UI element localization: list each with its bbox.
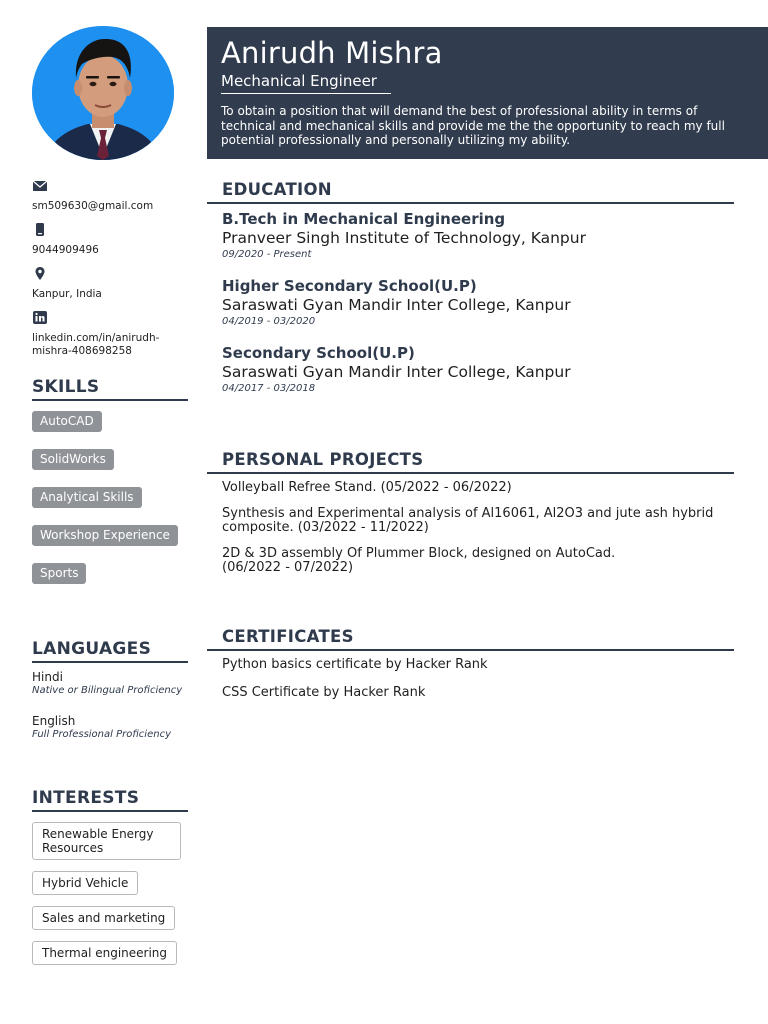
language-level: Full Professional Proficiency: [32, 729, 171, 740]
language-name: Hindi: [32, 670, 63, 684]
certificates-section: [207, 626, 734, 713]
interests-list: [32, 822, 188, 965]
certificate-item: Python basics certificate by Hacker Rank: [222, 657, 488, 672]
portrait-image: [32, 26, 174, 160]
languages-section: [32, 638, 188, 742]
skill-tag: Workshop Experience: [32, 525, 178, 546]
language-item: [32, 714, 188, 742]
skill-tag: SolidWorks: [32, 449, 114, 470]
education-entry: [222, 210, 734, 262]
skill-tag: Analytical Skills: [32, 487, 142, 508]
left-column: [32, 178, 188, 976]
linkedin-text[interactable]: linkedin.com/in/anirudh-mishra-408698258: [32, 332, 160, 357]
school: Saraswati Gyan Mandir Inter College, Kanpur: [222, 363, 571, 381]
dates: 04/2017 - 03/2018: [222, 383, 316, 394]
languages-title: LANGUAGES: [32, 638, 188, 663]
degree: B.Tech in Mechanical Engineering: [222, 210, 506, 228]
contact-linkedin: [32, 310, 188, 358]
dates: 09/2020 - Present: [222, 249, 312, 260]
map-pin-icon: [32, 266, 48, 281]
projects-section: [207, 449, 734, 587]
interests-title: INTERESTS: [32, 787, 188, 812]
candidate-name: Anirudh Mishra: [221, 36, 443, 70]
email-text[interactable]: sm509630@gmail.com: [32, 200, 154, 212]
job-title: Mechanical Engineer: [221, 72, 391, 94]
certificates-list: [207, 657, 734, 700]
education-entry: [222, 344, 734, 396]
education-section: [207, 179, 734, 411]
school: Pranveer Singh Institute of Technology, Kanpur: [222, 229, 586, 247]
dates: 04/2019 - 03/2020: [222, 316, 316, 327]
language-item: [32, 670, 188, 698]
education-list: [207, 210, 734, 396]
project-item: 2D & 3D assembly Of Plummer Block, designed on AutoCad. (06/2022 - 07/2022): [222, 545, 616, 575]
certificates-title: CERTIFICATES: [207, 626, 734, 651]
language-level: Native or Bilingual Proficiency: [32, 685, 183, 696]
projects-list: [207, 481, 734, 576]
profile-photo: [32, 26, 174, 160]
projects-title: PERSONAL PROJECTS: [207, 449, 734, 474]
education-entry: [222, 277, 734, 329]
contact-phone: [32, 222, 188, 257]
location-text: Kanpur, India: [32, 288, 102, 300]
language-name: English: [32, 714, 76, 728]
certificate-item: CSS Certificate by Hacker Rank: [222, 685, 426, 700]
skills-list: [32, 410, 188, 600]
linkedin-icon: [32, 310, 48, 325]
header-banner: [207, 27, 768, 159]
contact-email: [32, 178, 188, 213]
phone-text[interactable]: 9044909496: [32, 244, 99, 256]
degree: Secondary School(U.P): [222, 344, 415, 362]
interest-tag: Sales and marketing: [32, 906, 175, 930]
envelope-icon: [32, 178, 48, 193]
project-item: Synthesis and Experimental analysis of Al16061, Al2O3 and jute ash hybrid composite. (03/2022 - 11/2022): [222, 505, 714, 535]
education-title: EDUCATION: [207, 179, 734, 204]
skill-tag: Sports: [32, 563, 86, 584]
school: Saraswati Gyan Mandir Inter College, Kanpur: [222, 296, 571, 314]
project-item: Volleyball Refree Stand. (05/2022 - 06/2022): [222, 480, 512, 495]
interest-tag: Renewable Energy Resources: [32, 822, 181, 860]
skills-title: SKILLS: [32, 376, 188, 401]
interest-tag: Thermal engineering: [32, 941, 177, 965]
interests-section: [32, 787, 188, 965]
skills-section: [32, 376, 188, 600]
contact-location: [32, 266, 188, 301]
phone-icon: [32, 222, 48, 237]
skill-tag: AutoCAD: [32, 411, 102, 432]
career-summary: To obtain a position that will demand the best of professional ability in terms of technical and mechanical skills and provide me the the opportunity to reach my full potential professionally and personally utilizing my ability.: [221, 104, 725, 147]
degree: Higher Secondary School(U.P): [222, 277, 477, 295]
interest-tag: Hybrid Vehicle: [32, 871, 138, 895]
